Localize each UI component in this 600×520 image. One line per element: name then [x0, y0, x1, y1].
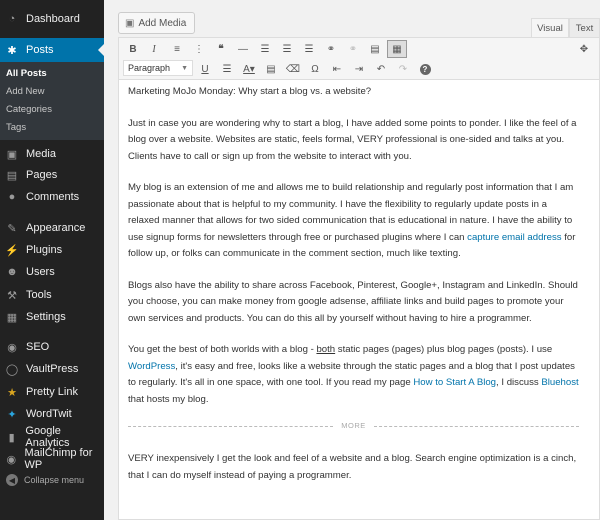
align-center-icon[interactable]: ☰ — [282, 43, 292, 55]
menu-users[interactable] — [0, 261, 104, 283]
menu-label: Plugins — [26, 244, 63, 256]
menu-wordtwit[interactable] — [0, 403, 104, 425]
posts-submenu — [0, 62, 104, 140]
post-editor — [118, 37, 600, 520]
format-value: Paragraph — [128, 63, 171, 73]
collapse-label: Collapse menu — [24, 475, 85, 485]
paragraph-4 — [128, 342, 579, 408]
undo-icon[interactable]: ↶ — [376, 63, 386, 75]
menu-appearance[interactable] — [0, 217, 104, 239]
comment-icon: ● — [8, 191, 16, 203]
paragraph-text: , I discuss — [496, 377, 542, 388]
paragraph-5: VERY inexpensively I get the look and feel of a website and a blog. Search engine optimization is a cinch, that I can do myself instead of paying a programmer. — [128, 453, 577, 481]
paragraph-1: Just in case you are wondering why to start a blog, I have added some points to ponder. I like the feel of a blog over a website. Websites are static, feels formal, VERY professional is one-sided and talks at you. Clients have to call or sign up from the website to interact with you. — [128, 117, 577, 162]
unlink-icon[interactable]: ⚭ — [348, 43, 358, 55]
menu-label: Google Analytics — [25, 425, 70, 449]
paragraph-text: , it's easy and free, looks like a website through the static pages and a blog that I post updates to regularly. It's all in one space, with one tool. If you read my page — [128, 360, 575, 388]
chevron-down-icon: ▼ — [181, 64, 188, 72]
paragraph-3: Blogs also have the ability to share across Facebook, Pinterest, Google+, Instagram and LinkedIn. Should you choose, you can make money from google adsense, affiliate links and build pages to promote your own services and products. You can do this all by yourself without having to hire a programmer. — [128, 279, 578, 324]
paragraph-text: You get the best of both worlds with a blog - — [128, 344, 317, 355]
submenu-add-new[interactable]: Add New — [6, 86, 45, 97]
menu-label: MailChimp for WP — [24, 447, 93, 471]
clear-formatting-icon[interactable]: ⌫ — [285, 63, 301, 75]
menu-comments[interactable] — [0, 186, 104, 208]
menu-label: Users — [26, 266, 55, 278]
indent-icon[interactable]: ⇥ — [354, 63, 364, 75]
fullscreen-icon[interactable]: ✥ — [579, 43, 589, 55]
menu-google-analytics[interactable] — [0, 426, 104, 448]
menu-settings[interactable] — [0, 306, 104, 328]
more-label: MORE — [341, 420, 366, 430]
admin-sidebar — [0, 0, 104, 520]
menu-label: Dashboard — [26, 13, 80, 25]
post-title-line: Marketing MoJo Monday: Why start a blog vs. a website? — [128, 86, 372, 97]
justify-icon[interactable]: ☰ — [222, 63, 232, 75]
menu-dashboard[interactable] — [0, 8, 104, 30]
wordpress-link[interactable]: WordPress — [128, 360, 176, 372]
analytics-icon: ▮ — [8, 431, 15, 444]
star-icon: ★ — [7, 386, 17, 399]
menu-label: Pretty Link — [26, 386, 78, 398]
paintbrush-icon: ✎ — [7, 222, 17, 235]
menu-label: Settings — [26, 311, 66, 323]
plug-icon: ⚡ — [5, 244, 19, 257]
seo-icon: ◉ — [7, 341, 17, 354]
underlined-text: both — [316, 344, 336, 355]
how-to-start-blog-link[interactable]: How to Start A Blog — [413, 377, 497, 388]
bold-icon[interactable]: B — [129, 43, 137, 55]
menu-tools[interactable] — [0, 284, 104, 306]
add-media-button[interactable] — [118, 12, 195, 34]
add-media-label: Add Media — [138, 17, 187, 29]
special-character-icon[interactable]: Ω — [311, 63, 319, 75]
collapse-menu[interactable] — [0, 470, 104, 490]
menu-pretty-link[interactable] — [0, 381, 104, 403]
menu-label: Posts — [26, 44, 54, 56]
submenu-categories[interactable]: Categories — [6, 104, 52, 115]
menu-vaultpress[interactable] — [0, 358, 104, 380]
paragraph-text: static pages (pages) plus blog pages (posts). I use — [335, 344, 553, 355]
menu-mailchimp[interactable] — [0, 448, 104, 470]
menu-plugins[interactable] — [0, 239, 104, 261]
paste-text-icon[interactable]: ▤ — [266, 63, 276, 75]
text-color-icon[interactable]: A▾ — [243, 63, 255, 75]
media-icon: ▣ — [6, 148, 18, 161]
toolbar-toggle-icon[interactable]: ▦ — [387, 40, 407, 58]
menu-pages[interactable] — [0, 164, 104, 186]
underline-icon[interactable]: U — [201, 63, 209, 75]
tab-text[interactable]: Text — [569, 18, 600, 38]
tab-visual[interactable]: Visual — [531, 18, 569, 38]
blockquote-icon[interactable]: ❝ — [218, 43, 224, 55]
paragraph-text: that hosts my blog. — [128, 393, 209, 405]
menu-label: Pages — [26, 169, 58, 181]
help-icon[interactable]: ? — [415, 60, 435, 78]
menu-label: VaultPress — [26, 363, 79, 375]
menu-media[interactable] — [0, 143, 104, 165]
align-right-icon[interactable]: ☰ — [304, 43, 314, 55]
numbered-list-icon[interactable]: ⋮ — [194, 43, 204, 55]
outdent-icon[interactable]: ⇤ — [332, 63, 342, 75]
insert-more-icon[interactable]: ▤ — [370, 43, 380, 55]
menu-label: Comments — [26, 191, 80, 203]
capture-email-link[interactable]: capture email address — [467, 231, 562, 243]
insert-link-icon[interactable]: ⚭ — [326, 43, 336, 55]
user-icon: ☻ — [6, 266, 18, 278]
menu-label: Appearance — [26, 222, 86, 234]
collapse-arrow-icon: ◀ — [6, 474, 18, 486]
bulleted-list-icon[interactable]: ≡ — [174, 43, 180, 55]
submenu-tags[interactable]: Tags — [6, 122, 27, 133]
pin-icon: ✱ — [7, 44, 17, 57]
dashboard-icon: ◔ — [8, 13, 16, 25]
submenu-all-posts[interactable]: All Posts — [6, 68, 47, 79]
more-separator — [128, 419, 579, 433]
format-select[interactable] — [123, 60, 193, 76]
pages-icon: ▤ — [6, 169, 18, 182]
editor-content[interactable] — [119, 80, 599, 520]
wrench-icon: ⚒ — [7, 289, 17, 302]
bird-icon: ✦ — [7, 408, 17, 421]
menu-posts[interactable] — [0, 38, 104, 62]
media-icon: ▣ — [125, 17, 135, 29]
menu-label: Media — [26, 148, 56, 160]
menu-label: Tools — [26, 289, 52, 301]
paragraph-2 — [128, 180, 579, 263]
paragraph-text: My blog is an extension of me and allows me to build relationship and regularly post information that I am passionate about that is helpful to my community. I have the flexibility to regularly update posts in a relaxed manner that allows for two sided communication that is educational in nature. I have the ability to use signup forms for newsletters through free or purchased plugins where I can — [128, 182, 574, 243]
paragraph-text: for follow up, or folks can communicate in the comment section, much like texting. — [128, 231, 576, 259]
menu-seo[interactable] — [0, 336, 104, 358]
align-left-icon[interactable]: ☰ — [260, 43, 270, 55]
strikethrough-icon[interactable]: — — [238, 43, 248, 55]
vaultpress-icon: ◯ — [5, 363, 19, 376]
menu-label: SEO — [26, 341, 50, 353]
menu-label: WordTwit — [26, 408, 72, 420]
italic-icon[interactable]: I — [152, 43, 156, 55]
editor-toolbar — [119, 38, 599, 80]
settings-icon: ▦ — [6, 311, 18, 324]
bluehost-link[interactable]: Bluehost — [541, 377, 579, 388]
redo-icon[interactable]: ↷ — [398, 63, 408, 75]
mailchimp-icon: ◉ — [6, 453, 17, 466]
